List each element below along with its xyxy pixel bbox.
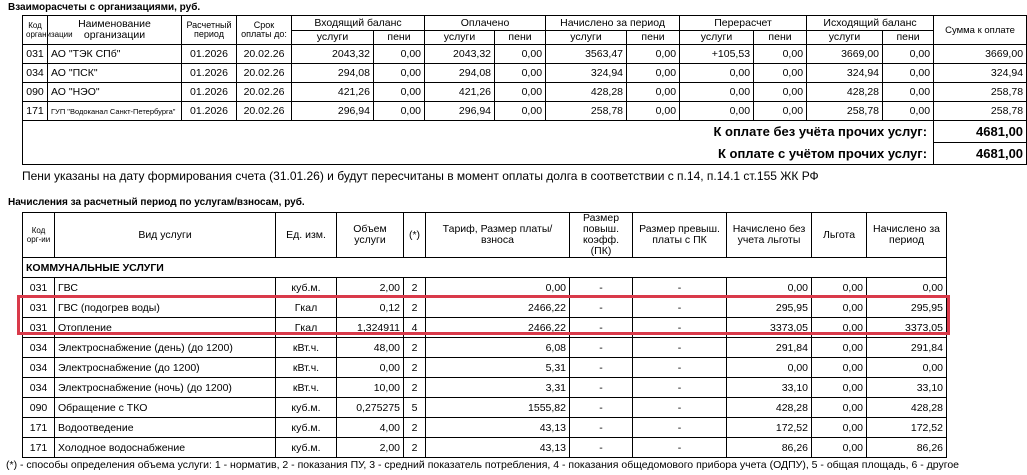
- cell-out-services: 324,94: [807, 64, 883, 83]
- cell-out-penalty: 0,00: [883, 102, 934, 121]
- cell-rec-penalty: 0,00: [754, 45, 807, 64]
- hdr-service: Вид услуги: [55, 213, 276, 258]
- cell-service: Холодное водоснабжение: [55, 438, 276, 458]
- table-row: [23, 398, 947, 418]
- cell-acc-penalty: 0,00: [627, 83, 680, 102]
- cell-tariff: 0,00: [426, 278, 570, 298]
- hdr-recalc: Перерасчет: [680, 16, 807, 31]
- hdr-due: Срок оплаты до:: [237, 16, 292, 45]
- cell-unit: куб.м.: [276, 278, 337, 298]
- total-without-label: К оплате без учёта прочих услуг:: [23, 121, 934, 143]
- cell-volume: 2,00: [337, 278, 404, 298]
- table-row: [23, 278, 947, 298]
- cell-code: 034: [23, 378, 55, 398]
- cell-rec-penalty: 0,00: [754, 102, 807, 121]
- cell-method: 5: [404, 398, 426, 418]
- cell-coef: -: [570, 418, 633, 438]
- hdr-total: Сумма к оплате: [934, 16, 1027, 45]
- cell-tariff: 2466,22: [426, 318, 570, 338]
- cell-in-penalty: 0,00: [374, 83, 425, 102]
- settlements-table: [22, 15, 1027, 165]
- cell-benefit: 0,00: [812, 438, 867, 458]
- cell-acc-services: 428,28: [546, 83, 627, 102]
- cell-out-services: 428,28: [807, 83, 883, 102]
- cell-paid-penalty: 0,00: [495, 83, 546, 102]
- cell-method: 2: [404, 278, 426, 298]
- cell-due: 20.02.26: [237, 102, 292, 121]
- cell-name: АО "ТЭК СПб": [48, 45, 182, 64]
- cell-method: 2: [404, 298, 426, 318]
- cell-coef: -: [570, 438, 633, 458]
- cell-code: 090: [23, 398, 55, 418]
- table-row: [23, 298, 947, 318]
- hdr-name: Наименование организации: [48, 16, 182, 45]
- cell-in-services: 2043,32: [292, 45, 374, 64]
- cell-out-services: 258,78: [807, 102, 883, 121]
- cell-accrued-wo: 428,28: [727, 398, 812, 418]
- cell-excess: -: [633, 398, 727, 418]
- cell-total: 324,94: [934, 64, 1027, 83]
- hdr-outgoing: Исходящий баланс: [807, 16, 934, 31]
- cell-acc-penalty: 0,00: [627, 45, 680, 64]
- cell-tariff: 5,31: [426, 358, 570, 378]
- cell-unit: кВт.ч.: [276, 378, 337, 398]
- cell-coef: -: [570, 338, 633, 358]
- cell-service: Обращение с ТКО: [55, 398, 276, 418]
- hdr-benefit: Льгота: [812, 213, 867, 258]
- hdr-tariff: Тариф, Размер платы/взноса: [426, 213, 570, 258]
- cell-total: 258,78: [934, 102, 1027, 121]
- cell-period: 01.2026: [182, 45, 237, 64]
- cell-method: 2: [404, 438, 426, 458]
- cell-total: 258,78: [934, 83, 1027, 102]
- cell-coef: -: [570, 298, 633, 318]
- cell-service: Электроснабжение (до 1200): [55, 358, 276, 378]
- cell-unit: Гкал: [276, 318, 337, 338]
- cell-tariff: 1555,82: [426, 398, 570, 418]
- cell-excess: -: [633, 318, 727, 338]
- cell-volume: 2,00: [337, 438, 404, 458]
- cell-accrued-wo: 0,00: [727, 278, 812, 298]
- hdr-accrued: Начислено за период: [546, 16, 680, 31]
- cell-tariff: 2466,22: [426, 298, 570, 318]
- cell-excess: -: [633, 378, 727, 398]
- hdr-penalty: пени: [495, 31, 546, 45]
- cell-period: 01.2026: [182, 64, 237, 83]
- cell-benefit: 0,00: [812, 398, 867, 418]
- cell-accrued: 3373,05: [867, 318, 947, 338]
- cell-out-penalty: 0,00: [883, 83, 934, 102]
- hdr-paid: Оплачено: [425, 16, 546, 31]
- cell-out-services: 3669,00: [807, 45, 883, 64]
- cell-volume: 10,00: [337, 378, 404, 398]
- hdr-code: Код орг-ии: [23, 213, 55, 258]
- cell-benefit: 0,00: [812, 418, 867, 438]
- footnote: (*) - способы определения объема услуги: 1 - норматив, 2 - показания ПУ, 3 - средний показатель потребления, 4 - показания общедомового прибора учета (ОДПУ), 5 - общая площадь, 6 - другое: [6, 459, 959, 471]
- cell-due: 20.02.26: [237, 45, 292, 64]
- cell-benefit: 0,00: [812, 338, 867, 358]
- cell-rec-services: +105,53: [680, 45, 754, 64]
- hdr-volume: Объем услуги: [337, 213, 404, 258]
- cell-benefit: 0,00: [812, 378, 867, 398]
- cell-unit: куб.м.: [276, 398, 337, 418]
- cell-code: 034: [23, 358, 55, 378]
- cell-volume: 0,275275: [337, 398, 404, 418]
- hdr-services: услуги: [807, 31, 883, 45]
- cell-tariff: 3,31: [426, 378, 570, 398]
- table-row: [23, 378, 947, 398]
- cell-tariff: 43,13: [426, 438, 570, 458]
- cell-acc-services: 324,94: [546, 64, 627, 83]
- hdr-penalty: пени: [627, 31, 680, 45]
- cell-in-services: 294,08: [292, 64, 374, 83]
- cell-accrued: 86,26: [867, 438, 947, 458]
- cell-acc-penalty: 0,00: [627, 64, 680, 83]
- hdr-penalty: пени: [374, 31, 425, 45]
- cell-in-services: 296,94: [292, 102, 374, 121]
- cell-accrued: 0,00: [867, 278, 947, 298]
- penalty-note: Пени указаны на дату формирования счета (31.01.26) и будут пересчитаны в момент оплаты долга в соответствии с п.14, п.14.1 ст.155 ЖК РФ: [22, 169, 819, 183]
- cell-rec-penalty: 0,00: [754, 64, 807, 83]
- cell-out-penalty: 0,00: [883, 64, 934, 83]
- total-without-value: 4681,00: [934, 121, 1027, 143]
- cell-code: 034: [23, 338, 55, 358]
- cell-rec-services: 0,00: [680, 83, 754, 102]
- cell-period: 01.2026: [182, 83, 237, 102]
- cell-due: 20.02.26: [237, 83, 292, 102]
- hdr-incoming: Входящий баланс: [292, 16, 425, 31]
- cell-method: 2: [404, 338, 426, 358]
- cell-method: 4: [404, 318, 426, 338]
- cell-benefit: 0,00: [812, 358, 867, 378]
- cell-name: АО "НЭО": [48, 83, 182, 102]
- cell-service: ГВС (подогрев воды): [55, 298, 276, 318]
- cell-tariff: 43,13: [426, 418, 570, 438]
- cell-in-penalty: 0,00: [374, 64, 425, 83]
- cell-coef: -: [570, 278, 633, 298]
- cell-tariff: 6,08: [426, 338, 570, 358]
- table-row: [23, 338, 947, 358]
- hdr-period: Расчетный период: [182, 16, 237, 45]
- total-without-row: [23, 121, 1027, 143]
- cell-unit: кВт.ч.: [276, 338, 337, 358]
- cell-name: ГУП "Водоканал Санкт-Петербурга": [48, 102, 182, 121]
- cell-volume: 48,00: [337, 338, 404, 358]
- cell-acc-services: 258,78: [546, 102, 627, 121]
- cell-code: 171: [23, 102, 48, 121]
- table-row: [23, 64, 1027, 83]
- cell-accrued-wo: 33,10: [727, 378, 812, 398]
- cell-name: АО "ПСК": [48, 64, 182, 83]
- cell-accrued: 428,28: [867, 398, 947, 418]
- cell-volume: 0,00: [337, 358, 404, 378]
- cell-accrued-wo: 295,95: [727, 298, 812, 318]
- cell-paid-services: 2043,32: [425, 45, 495, 64]
- cell-out-penalty: 0,00: [883, 45, 934, 64]
- cell-volume: 0,12: [337, 298, 404, 318]
- total-with-row: [23, 143, 1027, 165]
- table-row: [23, 438, 947, 458]
- table-row: [23, 358, 947, 378]
- cell-accrued: 295,95: [867, 298, 947, 318]
- cell-code: 031: [23, 278, 55, 298]
- cell-benefit: 0,00: [812, 318, 867, 338]
- hdr-unit: Ед. изм.: [276, 213, 337, 258]
- total-with-label: К оплате с учётом прочих услуг:: [23, 143, 934, 165]
- cell-acc-penalty: 0,00: [627, 102, 680, 121]
- cell-accrued: 291,84: [867, 338, 947, 358]
- cell-accrued-wo: 3373,05: [727, 318, 812, 338]
- table-row: [23, 102, 1027, 121]
- services-table: [22, 212, 947, 458]
- hdr-services: услуги: [680, 31, 754, 45]
- cell-in-penalty: 0,00: [374, 102, 425, 121]
- hdr-accrued: Начислено за период: [867, 213, 947, 258]
- cell-paid-penalty: 0,00: [495, 102, 546, 121]
- cell-excess: -: [633, 278, 727, 298]
- cell-method: 2: [404, 418, 426, 438]
- group-label: КОММУНАЛЬНЫЕ УСЛУГИ: [23, 258, 947, 278]
- cell-code: 090: [23, 83, 48, 102]
- cell-excess: -: [633, 298, 727, 318]
- cell-accrued-wo: 172,52: [727, 418, 812, 438]
- table-row: [23, 418, 947, 438]
- cell-service: Электроснабжение (ночь) (до 1200): [55, 378, 276, 398]
- hdr-services: услуги: [425, 31, 495, 45]
- cell-in-services: 421,26: [292, 83, 374, 102]
- hdr-method: (*): [404, 213, 426, 258]
- table-row: [23, 318, 947, 338]
- cell-volume: 4,00: [337, 418, 404, 438]
- cell-code: 171: [23, 418, 55, 438]
- cell-excess: -: [633, 358, 727, 378]
- hdr-accrued-wo: Начислено без учета льготы: [727, 213, 812, 258]
- cell-rec-penalty: 0,00: [754, 83, 807, 102]
- cell-unit: Гкал: [276, 298, 337, 318]
- cell-coef: -: [570, 398, 633, 418]
- cell-method: 2: [404, 378, 426, 398]
- hdr-services: услуги: [546, 31, 627, 45]
- cell-service: Отопление: [55, 318, 276, 338]
- cell-excess: -: [633, 438, 727, 458]
- cell-unit: куб.м.: [276, 438, 337, 458]
- hdr-penalty: пени: [754, 31, 807, 45]
- hdr-coef: Размер повыш. коэфф. (ПК): [570, 213, 633, 258]
- cell-accrued-wo: 291,84: [727, 338, 812, 358]
- cell-code: 031: [23, 298, 55, 318]
- cell-unit: кВт.ч.: [276, 358, 337, 378]
- cell-rec-services: 0,00: [680, 64, 754, 83]
- hdr-excess: Размер превыш. платы с ПК: [633, 213, 727, 258]
- cell-unit: куб.м.: [276, 418, 337, 438]
- cell-paid-services: 296,94: [425, 102, 495, 121]
- cell-benefit: 0,00: [812, 278, 867, 298]
- hdr-code: Код организации: [23, 16, 48, 45]
- hdr-services: услуги: [292, 31, 374, 45]
- cell-accrued-wo: 86,26: [727, 438, 812, 458]
- cell-acc-services: 3563,47: [546, 45, 627, 64]
- cell-service: Электроснабжение (день) (до 1200): [55, 338, 276, 358]
- cell-accrued-wo: 0,00: [727, 358, 812, 378]
- cell-coef: -: [570, 318, 633, 338]
- cell-accrued: 172,52: [867, 418, 947, 438]
- cell-service: Водоотведение: [55, 418, 276, 438]
- cell-code: 031: [23, 45, 48, 64]
- section1-title: Взаиморасчеты с организациями, руб.: [8, 2, 201, 13]
- total-with-value: 4681,00: [934, 143, 1027, 165]
- cell-paid-penalty: 0,00: [495, 64, 546, 83]
- cell-accrued: 0,00: [867, 358, 947, 378]
- cell-method: 2: [404, 358, 426, 378]
- cell-paid-penalty: 0,00: [495, 45, 546, 64]
- table-row: [23, 83, 1027, 102]
- cell-accrued: 33,10: [867, 378, 947, 398]
- table-row: [23, 45, 1027, 64]
- cell-benefit: 0,00: [812, 298, 867, 318]
- hdr-penalty: пени: [883, 31, 934, 45]
- cell-period: 01.2026: [182, 102, 237, 121]
- section2-title: Начисления за расчетный период по услугам/взносам, руб.: [8, 197, 305, 208]
- cell-total: 3669,00: [934, 45, 1027, 64]
- cell-paid-services: 421,26: [425, 83, 495, 102]
- cell-paid-services: 294,08: [425, 64, 495, 83]
- cell-service: ГВС: [55, 278, 276, 298]
- cell-volume: 1,324911: [337, 318, 404, 338]
- cell-excess: -: [633, 418, 727, 438]
- cell-coef: -: [570, 358, 633, 378]
- cell-rec-services: 0,00: [680, 102, 754, 121]
- cell-code: 031: [23, 318, 55, 338]
- cell-due: 20.02.26: [237, 64, 292, 83]
- cell-code: 171: [23, 438, 55, 458]
- cell-in-penalty: 0,00: [374, 45, 425, 64]
- cell-coef: -: [570, 378, 633, 398]
- cell-excess: -: [633, 338, 727, 358]
- cell-code: 034: [23, 64, 48, 83]
